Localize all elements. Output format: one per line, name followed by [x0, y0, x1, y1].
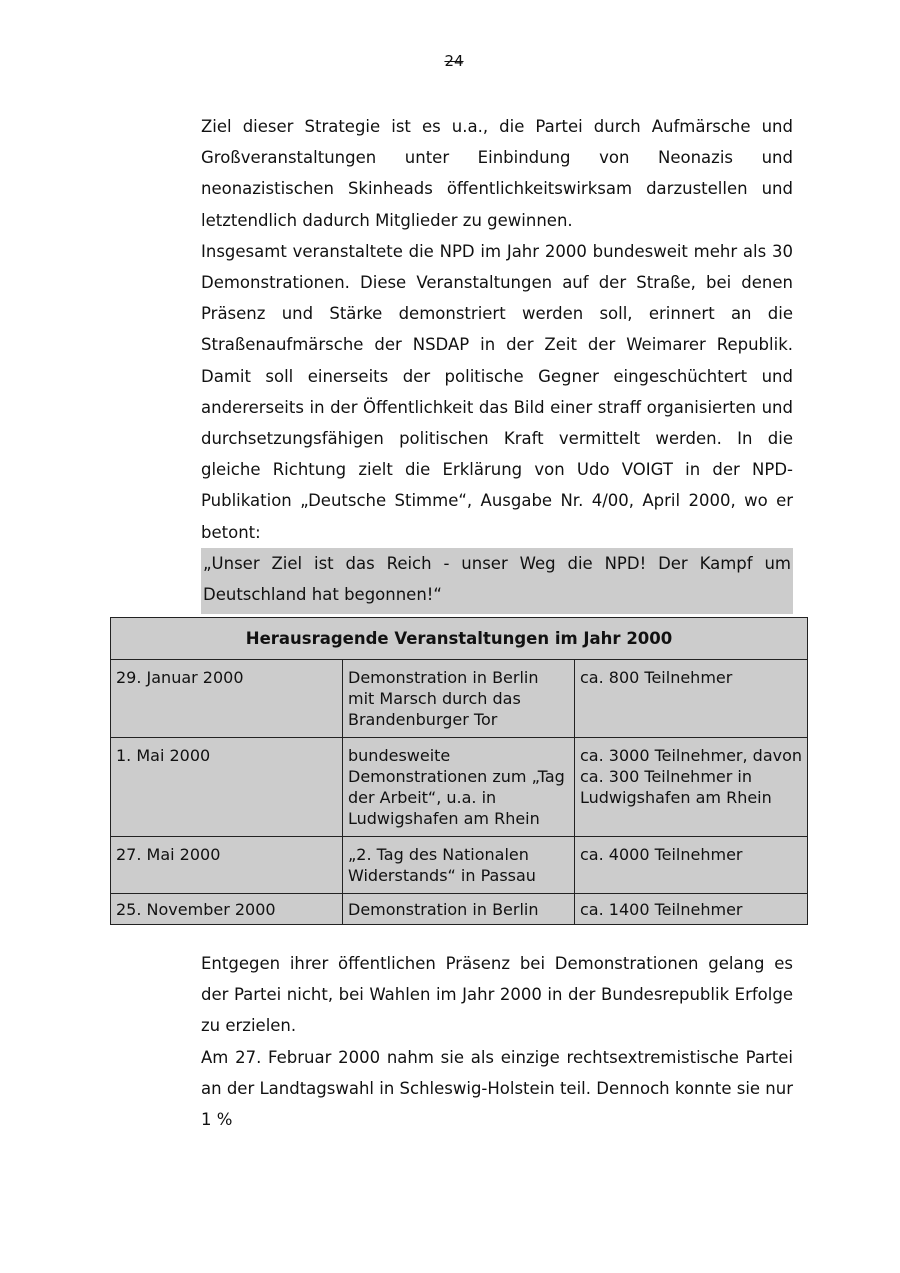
event-date: 27. Mai 2000 [111, 837, 343, 894]
event-description: bundesweite Demonstrationen zum „Tag der Arbeit“, u.a. in Ludwigshafen am Rhein [343, 738, 575, 837]
paragraph-election-failure: Entgegen ihrer öffentlichen Präsenz bei Demonstrationen gelang es der Partei nicht, bei Wahlen im Jahr 2000 in der Bundesrepublik Erfolge zu erzielen. [201, 954, 793, 1036]
event-description: Demonstration in Berlin mit Marsch durch das Brandenburger Tor [343, 660, 575, 738]
paragraph-strategy-goal: Ziel dieser Strategie ist es u.a., die Partei durch Aufmärsche und Großveranstaltungen unter Einbindung von Neonazis und neonazistischen Skinheads öffentlichkeitswirksam darzustellen und letztendlich dadurch Mitglieder zu gewinnen. [201, 117, 793, 230]
table-row [111, 894, 808, 925]
event-participants: ca. 1400 Teilnehmer [575, 894, 808, 925]
events-table [110, 617, 808, 925]
intro-text [201, 111, 793, 614]
table-row [111, 660, 808, 738]
event-date: 25. November 2000 [111, 894, 343, 925]
event-participants: ca. 800 Teilnehmer [575, 660, 808, 738]
paragraph-schleswig-holstein: Am 27. Februar 2000 nahm sie als einzige rechtsextremistische Partei an der Landtagswahl in Schleswig-Holstein teil. Dennoch konnte sie nur 1 % [201, 1047, 794, 1130]
event-participants: ca. 3000 Teilnehmer, davon ca. 300 Teilnehmer in Ludwigshafen am Rhein [575, 738, 808, 837]
highlighted-quote: „Unser Ziel ist das Reich - unser Weg die NPD! Der Kampf um Deutschland hat begonnen!“ [201, 548, 793, 614]
events-table-title: Herausragende Veranstaltungen im Jahr 2000 [111, 618, 808, 660]
event-date: 29. Januar 2000 [111, 660, 343, 738]
paragraph-demonstrations: Insgesamt veranstaltete die NPD im Jahr 2000 bundesweit mehr als 30 Demonstrationen. Diese Veranstaltungen auf der Straße, bei denen Präsenz und Stärke demonstriert werden soll, erinnert an die Straßenaufmärsche der NSDAP in der Zeit der Weimarer Republik. Damit soll einerseits der politische Gegner eingeschüchtert und andererseits in der Öffentlichkeit das Bild einer straff organisierten und durchsetzungsfähigen politischen Kraft vermittelt werden. In die gleiche Richtung zielt die Erklärung von Udo VOIGT in der NPD-Publikation „Deutsche Stimme“, Ausgabe Nr. 4/00, April 2000, wo er betont: [201, 241, 793, 542]
event-description: „2. Tag des Nationalen Widerstands“ in Passau [343, 837, 575, 894]
event-participants: ca. 4000 Teilnehmer [575, 837, 808, 894]
table-row [111, 837, 808, 894]
table-row [111, 738, 808, 837]
event-date: 1. Mai 2000 [111, 738, 343, 837]
outro-text [201, 948, 793, 1135]
event-description: Demonstration in Berlin [343, 894, 575, 925]
page-number: 24 [444, 52, 464, 70]
